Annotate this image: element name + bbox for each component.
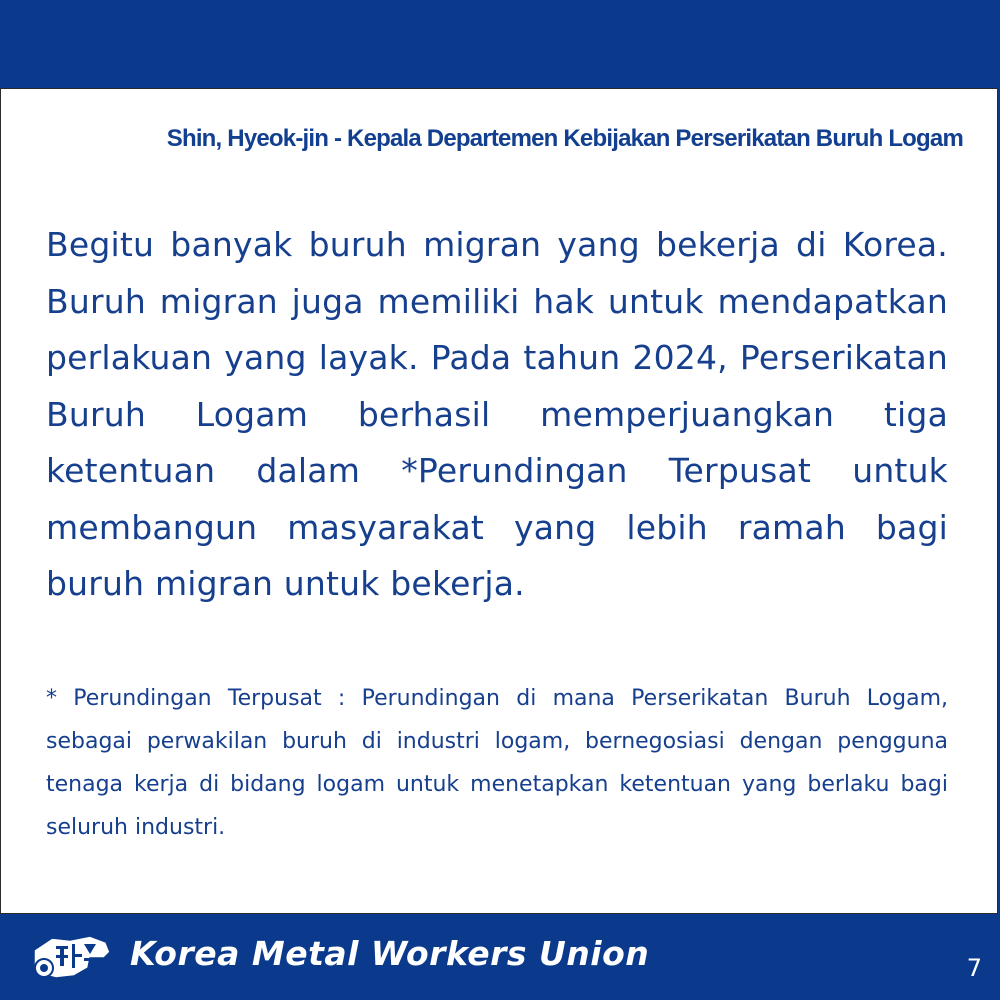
union-name: Korea Metal Workers Union: [130, 934, 650, 973]
content-panel: [0, 88, 998, 914]
main-paragraph: Begitu banyak buruh migran yang bekerja di Korea. Buruh migran juga memiliki hak untuk mendapatkan perlakuan yang layak. Pada tahun 2024, Perserikatan Buruh Logam berhasil memperjuangkan tiga ketentuan dalam *Perundingan Terpusat untuk membangun masyarakat yang lebih ramah bagi buruh migran untuk bekerja.: [46, 225, 948, 603]
footer-banner: [0, 914, 1000, 1000]
footnote: * Perundingan Terpusat : Perundingan di mana Perserikatan Buruh Logam, sebagai perwakilan buruh di industri logam, bernegosiasi dengan pengguna tenaga kerja di bidang logam untuk menetapkan ketentuan yang berlaku bagi seluruh industri.: [46, 686, 948, 840]
page-number: 7: [966, 954, 982, 982]
author-byline: Shin, Hyeok-jin - Kepala Departemen Kebijakan Perserikatan Buruh Logam: [166, 125, 963, 152]
kmwu-logo-svg: [30, 928, 114, 984]
kmwu-logo-icon: [30, 928, 114, 984]
top-banner: [0, 0, 1000, 88]
